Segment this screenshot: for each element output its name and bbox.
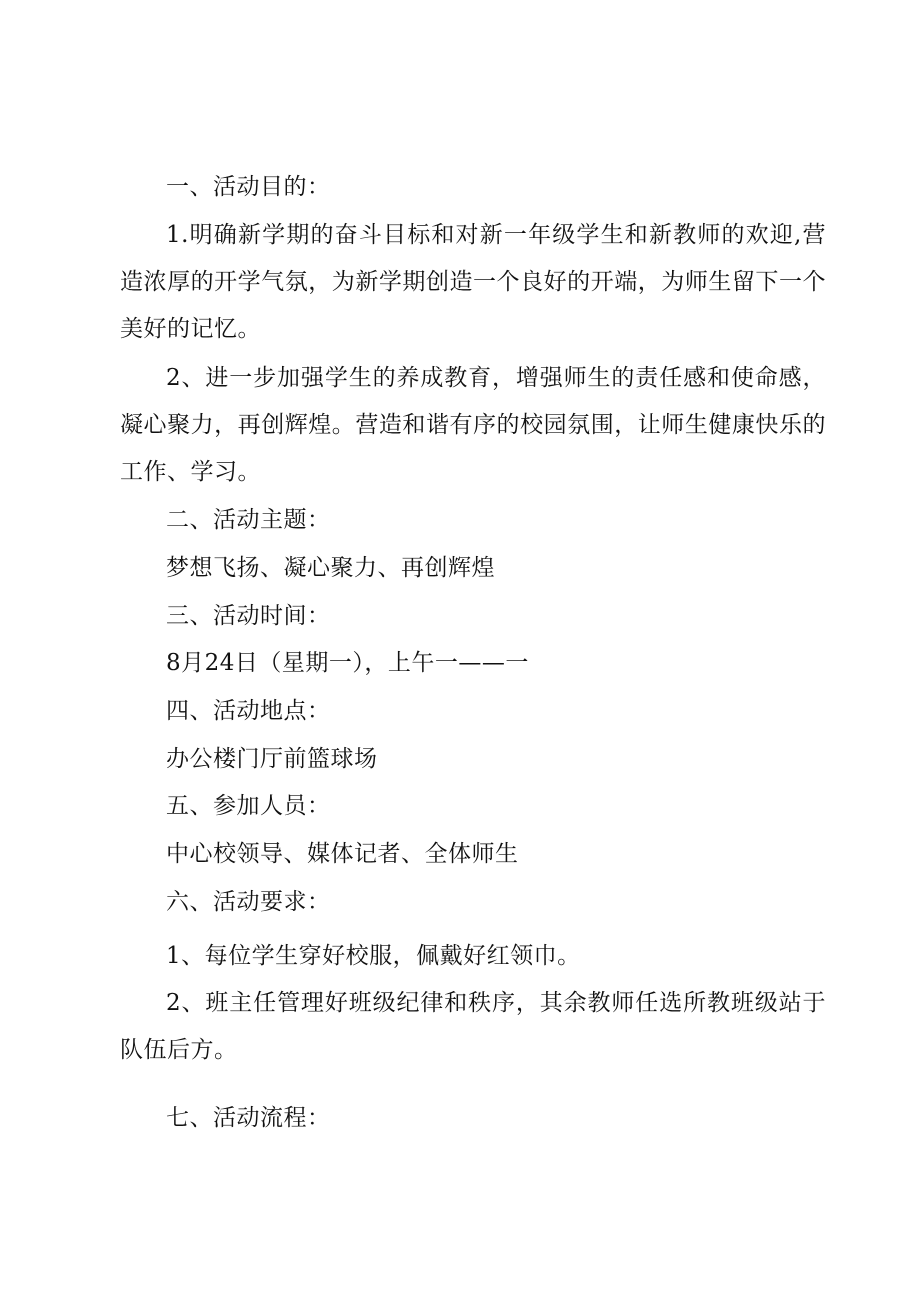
requirement-item-1: 1、每位学生穿好校服，佩戴好红领巾。 xyxy=(166,943,581,969)
activity-location-text: 办公楼门厅前篮球场 xyxy=(166,746,378,772)
activity-theme-text: 梦想飞扬、凝心聚力、再创辉煌 xyxy=(166,555,495,581)
heading-activity-purpose: 一、活动目的： xyxy=(166,174,331,200)
purpose-item-2: 2、进一步加强学生的养成教育，增强师生的责任感和使命感，凝心聚力，再创辉煌。营造和谐有序的校园氛围，让师生健康快乐的工作、学习。 xyxy=(120,365,826,485)
requirement-item-2: 2、班主任管理好班级纪律和秩序，其余教师任选所教班级站于队伍后方。 xyxy=(120,990,826,1063)
activity-time-text: 8月24日（星期一），上午一——一 xyxy=(166,650,529,676)
heading-activity-theme: 二、活动主题： xyxy=(166,507,331,533)
heading-activity-time: 三、活动时间： xyxy=(166,603,331,629)
heading-activity-location: 四、活动地点： xyxy=(166,698,331,724)
purpose-item-1: 1.明确新学期的奋斗目标和对新一年级学生和新教师的欢迎,营造浓厚的开学气氛，为新学期创造一个良好的开端，为师生留下一个美好的记忆。 xyxy=(120,222,826,342)
participants-text: 中心校领导、媒体记者、全体师生 xyxy=(166,841,519,867)
heading-activity-requirements: 六、活动要求： xyxy=(166,889,331,915)
heading-activity-process: 七、活动流程： xyxy=(166,1105,331,1131)
heading-participants: 五、参加人员： xyxy=(166,793,331,819)
